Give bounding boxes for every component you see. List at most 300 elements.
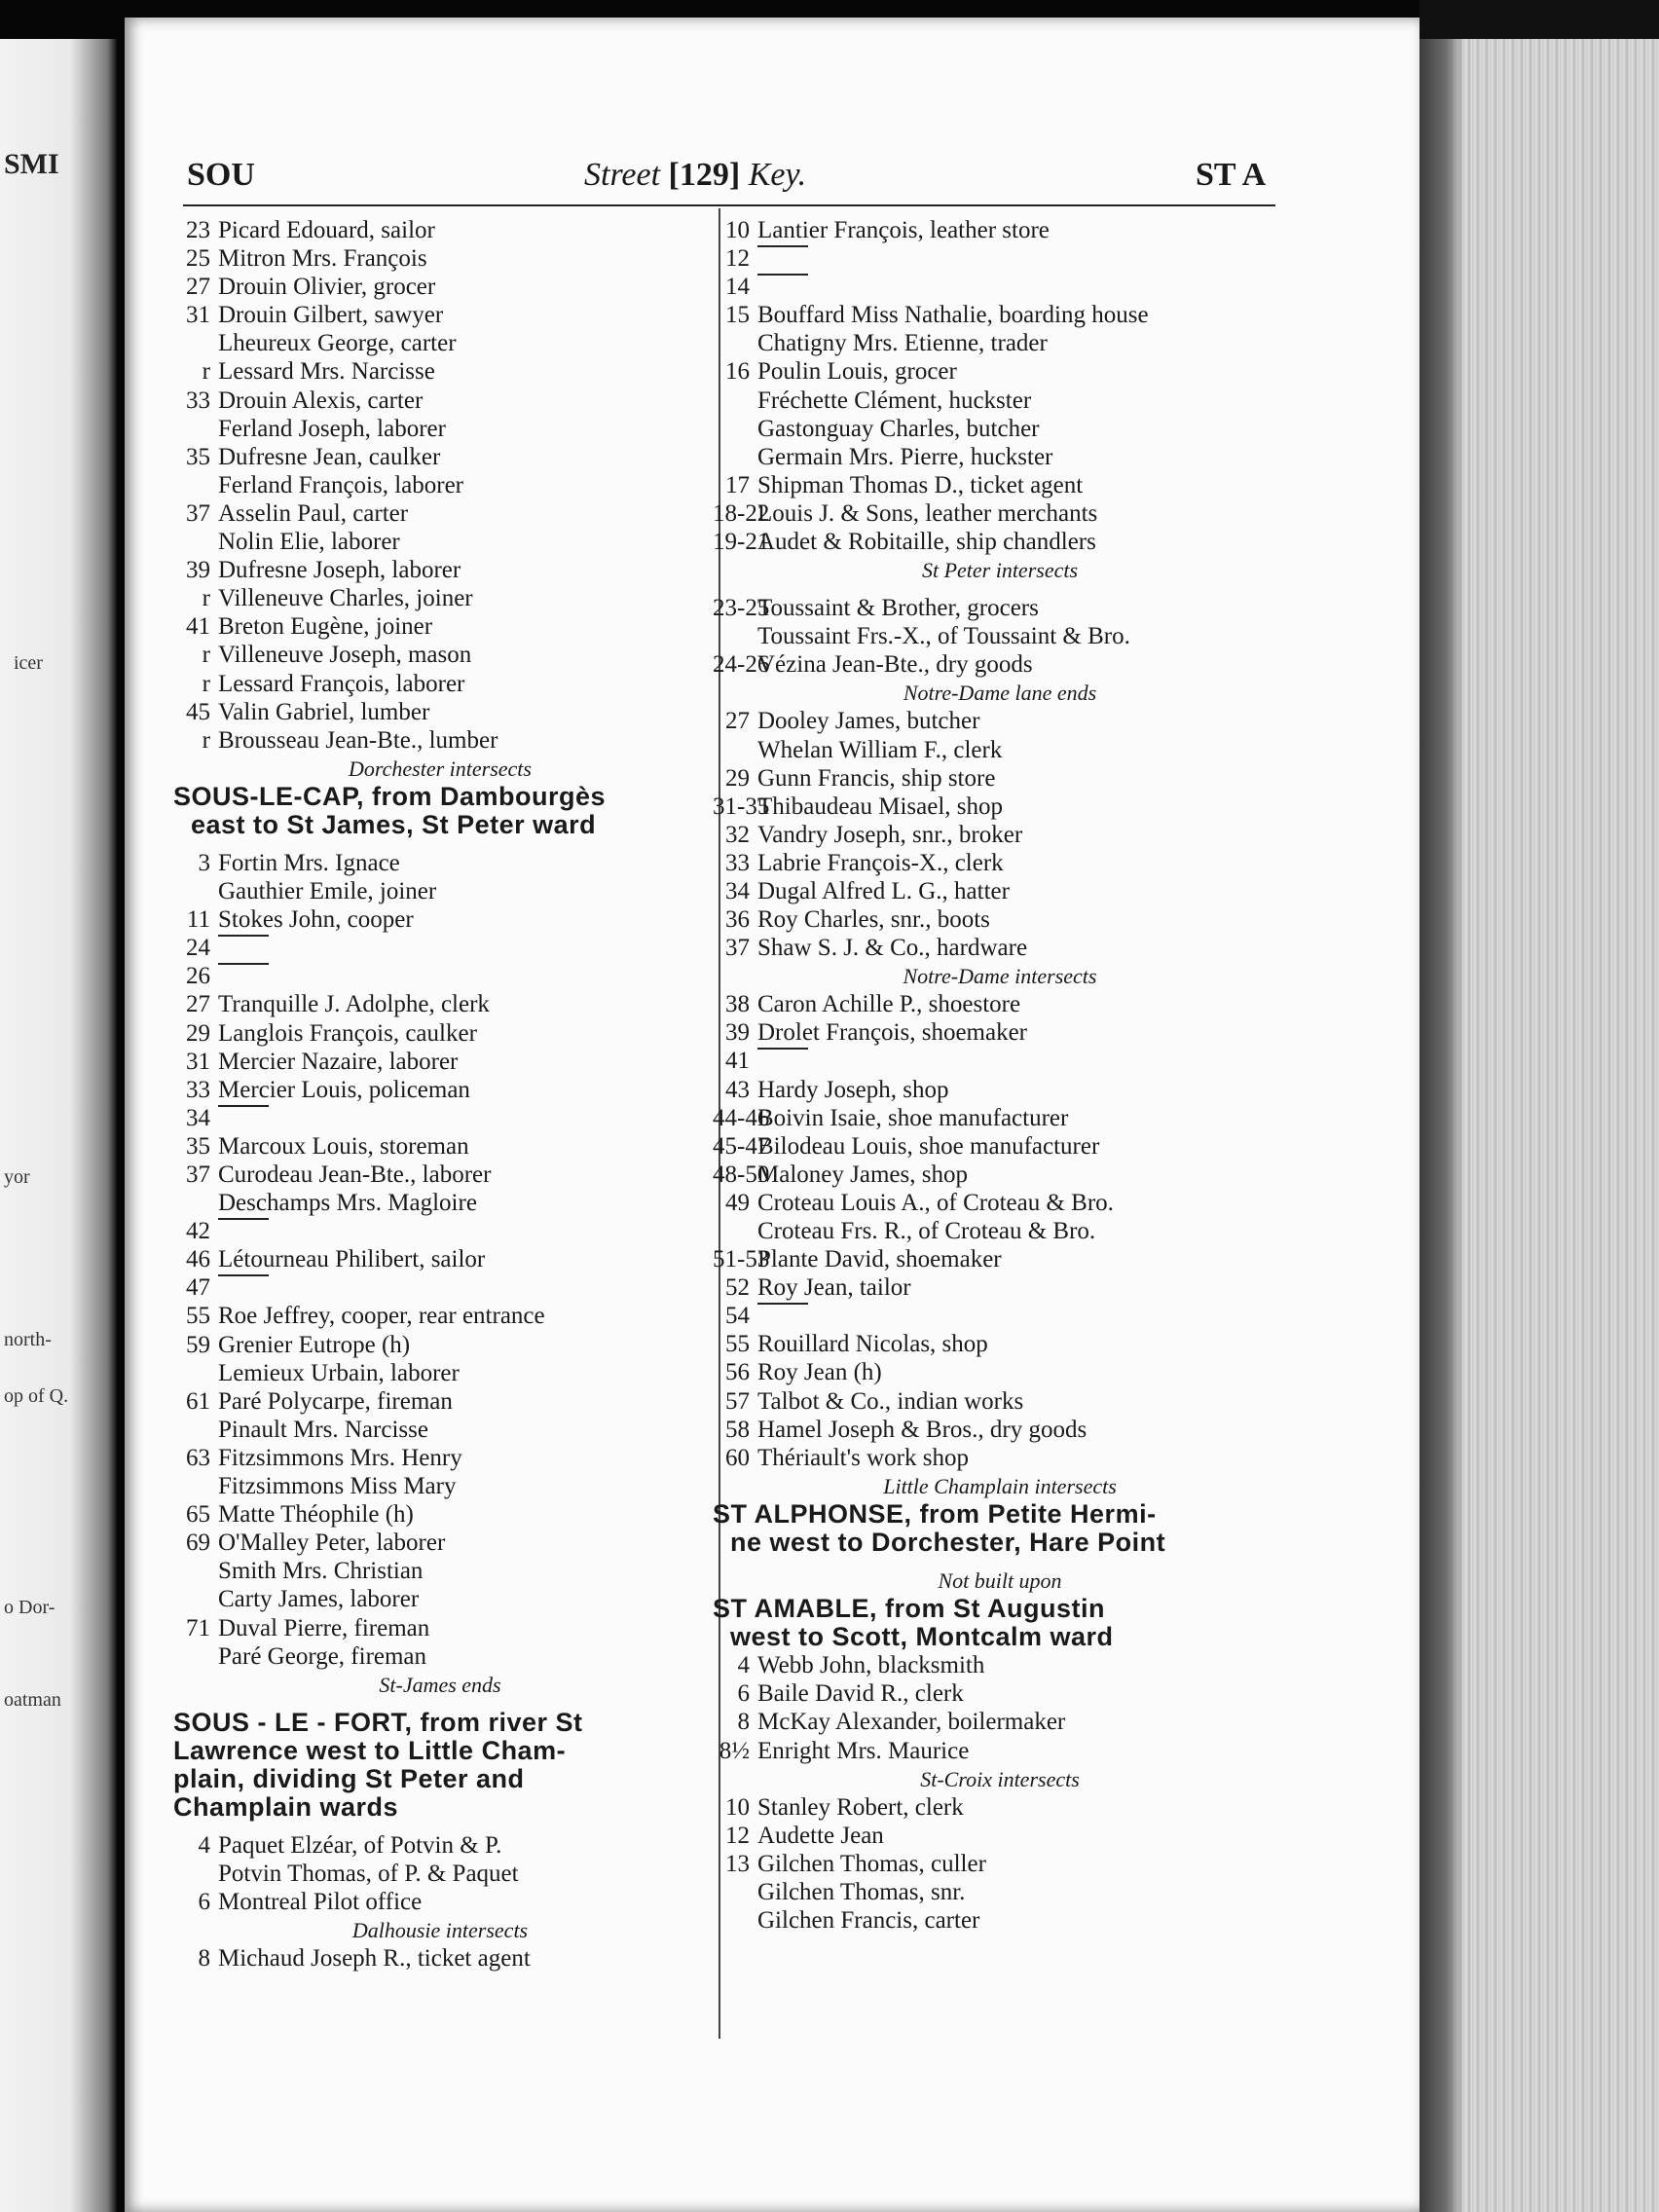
resident-name: Tranquille J. Adolphe, clerk	[218, 991, 490, 1018]
house-number: 6	[198, 1889, 210, 1916]
house-number: 39	[725, 1019, 750, 1047]
directory-entry	[713, 1047, 1287, 1075]
vacant-dash	[218, 935, 269, 962]
house-number: 33	[725, 849, 750, 876]
house-number: 12	[725, 245, 750, 273]
resident-name: Fitzsimmons Miss Mary	[218, 1473, 457, 1500]
resident-name: Michaud Joseph R., ticket agent	[218, 1945, 531, 1972]
house-number: r	[202, 670, 210, 697]
resident-name: Deschamps Mrs. Magloire	[218, 1190, 477, 1217]
resident-name: Villeneuve Joseph, mason	[218, 642, 472, 669]
directory-entry	[173, 1860, 707, 1888]
directory-entry	[173, 1642, 707, 1671]
directory-entry	[173, 1500, 707, 1529]
directory-entry	[713, 990, 1287, 1018]
house-number: 23	[186, 217, 210, 243]
directory-entry	[173, 1444, 707, 1472]
resident-name: Boivin Isaie, shoe manufacturer	[757, 1104, 1069, 1131]
directory-entry	[713, 1161, 1287, 1189]
vacant-dash	[757, 1303, 808, 1330]
street-heading: ST ALPHONSE, from Petite Hermi-	[713, 1498, 1157, 1529]
house-number: 60	[725, 1444, 750, 1471]
resident-name: Drouin Alexis, carter	[218, 387, 424, 414]
directory-entry	[173, 670, 707, 698]
vacant-dash	[757, 1048, 808, 1075]
prev-page-fragment: icer	[14, 652, 43, 674]
house-number: 24	[186, 935, 210, 962]
resident-name: Paquet Elzéar, of Potvin & P.	[218, 1832, 502, 1860]
house-number: 32	[725, 821, 750, 848]
cross-street-note: Notre-Dame lane ends	[903, 681, 1097, 706]
page-number: [129]	[668, 157, 741, 193]
directory-entry	[173, 698, 707, 726]
house-number: 43	[725, 1076, 750, 1103]
house-number: 10	[725, 1793, 750, 1821]
house-number: 16	[725, 358, 750, 386]
resident-name: Lessard François, laborer	[218, 670, 465, 697]
street-heading: SOUS - LE - FORT, from river St	[173, 1707, 583, 1737]
resident-name: Ferland Joseph, laborer	[218, 415, 446, 442]
resident-name: Lessard Mrs. Narcisse	[218, 358, 435, 386]
prev-page-fragment: yor	[4, 1166, 30, 1188]
house-number: 34	[725, 877, 750, 904]
resident-name: Villeneuve Charles, joiner	[218, 585, 473, 612]
directory-entry	[713, 1793, 1287, 1822]
header-left: SOU	[187, 157, 255, 193]
resident-name: Drolet François, shoemaker	[757, 1019, 1028, 1047]
resident-name: O'Malley Peter, laborer	[218, 1530, 446, 1557]
resident-name: Montreal Pilot office	[218, 1889, 423, 1916]
directory-entry	[173, 1888, 707, 1916]
resident-name: Shaw S. J. & Co., hardware	[757, 935, 1028, 962]
house-number: 8	[198, 1945, 210, 1972]
house-number: r	[202, 358, 210, 386]
directory-entry	[173, 443, 707, 471]
house-number: 65	[186, 1501, 210, 1529]
house-number: 33	[186, 1076, 210, 1103]
directory-entry	[173, 990, 707, 1018]
directory-entry	[173, 1245, 707, 1273]
directory-entry	[173, 726, 707, 755]
directory-entry	[173, 244, 707, 273]
house-number: 37	[186, 1161, 210, 1188]
right-column	[713, 216, 1287, 1935]
directory-entry	[173, 1472, 707, 1500]
vacant-dash	[218, 1274, 269, 1302]
directory-entry	[713, 499, 1287, 528]
resident-name: Bouffard Miss Nathalie, boarding house	[757, 302, 1149, 329]
resident-name: Thibaudeau Misael, shop	[757, 793, 1004, 820]
resident-name: Dufresne Jean, caulker	[218, 443, 441, 470]
directory-entry	[173, 415, 707, 443]
directory-entry	[173, 387, 707, 415]
directory-entry	[173, 1387, 707, 1416]
directory-entry	[713, 1878, 1287, 1906]
cross-street-note: St Peter intersects	[921, 558, 1079, 583]
directory-entry	[173, 877, 707, 905]
directory-entry	[713, 1387, 1287, 1416]
resident-name: Gilchen Thomas, culler	[757, 1850, 986, 1877]
resident-name: Dufresne Joseph, laborer	[218, 557, 461, 584]
house-number: r	[202, 642, 210, 669]
directory-entry	[713, 1217, 1287, 1245]
directory-entry	[173, 849, 707, 877]
resident-name: Gilchen Francis, carter	[757, 1906, 980, 1934]
house-number: 47	[186, 1274, 210, 1302]
directory-entry	[713, 1018, 1287, 1047]
resident-name: Audette Jean	[757, 1822, 884, 1849]
directory-entry	[713, 1708, 1287, 1736]
house-number: 12	[725, 1822, 750, 1849]
resident-name: Potvin Thomas, of P. & Paquet	[218, 1861, 519, 1888]
directory-entry	[713, 1737, 1287, 1765]
resident-name: Fortin Mrs. Ignace	[218, 849, 400, 876]
directory-entry	[173, 471, 707, 499]
house-number: 61	[186, 1387, 210, 1415]
directory-entry	[713, 1104, 1287, 1132]
directory-entry	[713, 622, 1287, 650]
house-number: 38	[725, 991, 750, 1018]
resident-name: Dooley James, butcher	[757, 708, 980, 735]
directory-entry	[173, 1557, 707, 1585]
resident-name: Fréchette Clément, huckster	[757, 387, 1032, 414]
house-number: 49	[725, 1189, 750, 1216]
resident-name: Mercier Louis, policeman	[218, 1076, 470, 1103]
resident-name: Ferland François, laborer	[218, 471, 464, 498]
resident-name: Dugal Alfred L. G., hatter	[757, 877, 1010, 904]
directory-entry	[173, 1273, 707, 1302]
street-heading: ne west to Dorchester, Hare Point	[730, 1527, 1166, 1557]
resident-name: Croteau Frs. R., of Croteau & Bro.	[757, 1218, 1096, 1244]
cross-street-note: Dalhousie intersects	[351, 1918, 529, 1943]
house-number: 15	[725, 302, 750, 329]
resident-name: Drouin Olivier, grocer	[218, 274, 436, 301]
header-rule	[183, 204, 1275, 206]
cross-street-note: Notre-Dame intersects	[903, 964, 1097, 989]
directory-entry	[173, 1585, 707, 1613]
directory-entry	[173, 1217, 707, 1245]
directory-entry	[173, 1944, 707, 1972]
resident-name: Lantier François, leather store	[757, 217, 1050, 243]
resident-name: Vézina Jean-Bte., dry goods	[757, 651, 1033, 679]
resident-name: Curodeau Jean-Bte., laborer	[218, 1161, 492, 1188]
street-heading: west to Scott, Montcalm ward	[730, 1622, 1114, 1652]
resident-name: Stokes John, cooper	[218, 906, 414, 934]
resident-name: Hardy Joseph, shop	[757, 1076, 949, 1103]
house-number: 31	[186, 302, 210, 329]
resident-name: Roe Jeffrey, cooper, rear entrance	[218, 1303, 545, 1330]
house-number: 55	[725, 1331, 750, 1358]
street-heading: Lawrence west to Little Cham-	[173, 1735, 567, 1765]
resident-name: Langlois François, caulker	[218, 1019, 477, 1047]
house-number: 36	[725, 906, 750, 934]
directory-entry	[713, 471, 1287, 499]
resident-name: Duval Pierre, fireman	[218, 1614, 430, 1641]
resident-name: Roy Charles, snr., boots	[757, 906, 990, 934]
house-number: 6	[737, 1680, 750, 1708]
resident-name: Marcoux Louis, storeman	[218, 1132, 469, 1160]
resident-name: Fitzsimmons Mrs. Henry	[218, 1444, 462, 1471]
resident-name: Picard Edouard, sailor	[218, 217, 435, 243]
directory-entry	[713, 1330, 1287, 1358]
house-number: 37	[725, 935, 750, 962]
house-number: 14	[725, 274, 750, 301]
resident-name: Baile David R., clerk	[757, 1680, 964, 1708]
house-number: 31-35	[713, 793, 770, 820]
cross-street-note: Little Champlain intersects	[883, 1473, 1117, 1498]
house-number: 48-50	[713, 1161, 770, 1188]
directory-entry	[713, 1850, 1287, 1878]
house-number: 10	[725, 217, 750, 243]
resident-name: Brousseau Jean-Bte., lumber	[218, 726, 498, 754]
directory-entry	[713, 244, 1287, 273]
prev-page-fragment: o Dor-	[4, 1597, 55, 1618]
directory-entry	[173, 1104, 707, 1132]
resident-name: Croteau Louis A., of Croteau & Bro.	[757, 1189, 1114, 1216]
directory-entry	[173, 216, 707, 244]
directory-entry	[713, 357, 1287, 386]
directory-entry	[173, 1161, 707, 1189]
directory-entry	[713, 905, 1287, 934]
house-number: 4	[198, 1832, 210, 1860]
resident-name: Grenier Eutrope (h)	[218, 1331, 411, 1358]
resident-name: Roy Jean, tailor	[757, 1274, 911, 1302]
directory-entry	[713, 216, 1287, 244]
street-heading: plain, dividing St Peter and	[173, 1763, 525, 1793]
house-number: 45-47	[713, 1132, 770, 1160]
house-number: 59	[186, 1331, 210, 1358]
street-heading: SOUS-LE-CAP, from Dambourgès	[173, 781, 607, 811]
book-page-edges	[1419, 0, 1659, 2212]
resident-name: Shipman Thomas D., ticket agent	[757, 471, 1084, 498]
house-number: 31	[186, 1048, 210, 1075]
directory-entry	[173, 584, 707, 612]
directory-entry	[173, 1416, 707, 1444]
house-number: 71	[186, 1614, 210, 1641]
resident-name: Valin Gabriel, lumber	[218, 698, 430, 725]
directory-entry	[173, 499, 707, 528]
cross-street-note: St-Croix intersects	[920, 1766, 1080, 1791]
house-number: 35	[186, 443, 210, 470]
resident-name: Toussaint & Brother, grocers	[757, 595, 1039, 622]
directory-entry	[713, 1358, 1287, 1386]
house-number: 8½	[719, 1737, 750, 1764]
left-column	[173, 216, 707, 1972]
resident-name: Maloney James, shop	[757, 1161, 968, 1188]
house-number: 58	[725, 1416, 750, 1443]
directory-entry	[713, 1189, 1287, 1217]
directory-entry	[713, 387, 1287, 415]
directory-entry	[173, 962, 707, 990]
house-number: 42	[186, 1218, 210, 1245]
directory-entry	[713, 594, 1287, 622]
resident-name: Caron Achille P., shoestore	[757, 991, 1021, 1018]
directory-entry	[713, 736, 1287, 764]
street-heading: east to St James, St Peter ward	[191, 809, 597, 839]
directory-entry	[173, 528, 707, 556]
header-center-after: Key.	[740, 157, 807, 193]
cross-street-note: Not built upon	[938, 1568, 1062, 1594]
vacant-dash	[218, 1105, 269, 1132]
directory-entry	[713, 415, 1287, 443]
directory-entry	[173, 329, 707, 357]
directory-entry	[713, 764, 1287, 793]
resident-name: Audet & Robitaille, ship chandlers	[757, 529, 1096, 556]
spacer	[173, 839, 707, 849]
prev-page-fragment: north-	[4, 1329, 52, 1350]
house-number: 24-26	[713, 651, 770, 679]
previous-page-edge	[0, 39, 117, 2212]
house-number: 51-53	[713, 1246, 770, 1273]
directory-entry	[713, 273, 1287, 301]
resident-name: Paré Polycarpe, fireman	[218, 1387, 453, 1415]
house-number: 39	[186, 557, 210, 584]
directory-entry	[713, 849, 1287, 877]
resident-name: Drouin Gilbert, sawyer	[218, 302, 444, 329]
house-number: 44-46	[713, 1104, 770, 1131]
house-number: 56	[725, 1359, 750, 1386]
directory-entry	[713, 443, 1287, 471]
resident-name: McKay Alexander, boilermaker	[757, 1709, 1066, 1736]
spacer	[173, 1822, 707, 1831]
resident-name: Toussaint Frs.-X., of Toussaint & Bro.	[757, 623, 1130, 650]
resident-name: Paré George, fireman	[218, 1642, 427, 1670]
house-number: 29	[725, 764, 750, 792]
street-heading: ST AMABLE, from St Augustin	[713, 1594, 1105, 1624]
house-number: 29	[186, 1019, 210, 1047]
vacant-dash	[757, 245, 808, 273]
directory-entry	[713, 821, 1287, 849]
resident-name: Carty James, laborer	[218, 1586, 420, 1613]
directory-entry	[173, 273, 707, 301]
resident-name: Gunn Francis, ship store	[757, 764, 996, 792]
directory-entry	[173, 1048, 707, 1076]
house-number: 3	[198, 849, 210, 876]
prev-page-fragment: oatman	[4, 1689, 61, 1711]
directory-entry	[713, 1245, 1287, 1273]
directory-entry	[173, 1076, 707, 1104]
house-number: 69	[186, 1530, 210, 1557]
house-number: 33	[186, 387, 210, 414]
house-number: 18-22	[713, 499, 770, 527]
directory-entry	[173, 1359, 707, 1387]
house-number: 23-25	[713, 595, 770, 622]
directory-entry	[173, 1132, 707, 1161]
directory-entry	[713, 1651, 1287, 1679]
directory-entry	[713, 1132, 1287, 1161]
house-number: 46	[186, 1246, 210, 1273]
directory-entry	[713, 877, 1287, 905]
house-number: 41	[186, 613, 210, 641]
resident-name: Plante David, shoemaker	[757, 1246, 1002, 1273]
directory-entry	[173, 934, 707, 962]
prev-page-fragment: op of Q.	[4, 1385, 69, 1407]
resident-name: Bilodeau Louis, shoe manufacturer	[757, 1132, 1100, 1160]
house-number: 55	[186, 1303, 210, 1330]
house-number: 41	[725, 1048, 750, 1075]
resident-name: Labrie François-X., clerk	[757, 849, 1004, 876]
resident-name: Hamel Joseph & Bros., dry goods	[757, 1416, 1088, 1443]
resident-name: Germain Mrs. Pierre, huckster	[757, 443, 1053, 470]
directory-entry	[713, 1273, 1287, 1302]
resident-name: Lheureux George, carter	[218, 330, 457, 357]
resident-name: Pinault Mrs. Narcisse	[218, 1416, 428, 1443]
resident-name: Rouillard Nicolas, shop	[757, 1331, 988, 1358]
directory-entry	[713, 1822, 1287, 1850]
directory-entry	[713, 934, 1287, 962]
house-number: 34	[186, 1104, 210, 1131]
spacer	[713, 1557, 1287, 1567]
house-number: 4	[737, 1652, 750, 1679]
directory-entry	[713, 1444, 1287, 1472]
resident-name: Poulin Louis, grocer	[757, 358, 957, 386]
directory-entry	[173, 1529, 707, 1557]
resident-name: Roy Jean (h)	[757, 1359, 882, 1386]
resident-name: Lemieux Urbain, laborer	[218, 1359, 460, 1386]
header-center-before: Street	[584, 157, 669, 193]
street-heading: Champlain wards	[173, 1791, 399, 1822]
resident-name: Thériault's work shop	[757, 1444, 969, 1471]
house-number: r	[202, 585, 210, 612]
cross-street-note: St-James ends	[379, 1672, 501, 1697]
prev-page-fragment: SMI	[4, 148, 59, 180]
resident-name: Chatigny Mrs. Etienne, trader	[757, 330, 1048, 357]
resident-name: Webb John, blacksmith	[757, 1652, 985, 1679]
directory-entry	[713, 329, 1287, 357]
directory-entry	[173, 357, 707, 386]
directory-entry	[173, 1019, 707, 1048]
house-number: 17	[725, 471, 750, 498]
house-number: 13	[725, 1850, 750, 1877]
directory-entry	[173, 1614, 707, 1642]
resident-name: Smith Mrs. Christian	[218, 1558, 424, 1585]
house-number: 45	[186, 698, 210, 725]
directory-entry	[173, 905, 707, 934]
house-number: 52	[725, 1274, 750, 1302]
resident-name: Louis J. & Sons, leather merchants	[757, 499, 1098, 527]
vacant-dash	[218, 1218, 269, 1245]
resident-name: Whelan William F., clerk	[757, 736, 1003, 763]
directory-entry	[173, 1831, 707, 1860]
directory-entry	[173, 641, 707, 669]
directory-entry	[713, 707, 1287, 735]
house-number: 8	[737, 1709, 750, 1736]
resident-name: Gastonguay Charles, butcher	[757, 415, 1040, 442]
top-dark-band	[1419, 0, 1659, 39]
vacant-dash	[218, 963, 269, 990]
directory-entry	[713, 1679, 1287, 1708]
house-number: 35	[186, 1132, 210, 1160]
header-right: ST A	[1196, 157, 1267, 193]
house-number: 54	[725, 1303, 750, 1330]
house-number: 27	[725, 708, 750, 735]
directory-entry	[173, 301, 707, 329]
directory-entry	[713, 1906, 1287, 1935]
house-number: 11	[186, 906, 210, 934]
house-number: 26	[186, 963, 210, 990]
resident-name: Gilchen Thomas, snr.	[757, 1878, 966, 1905]
header-center	[584, 156, 806, 195]
resident-name: Mercier Nazaire, laborer	[218, 1048, 459, 1075]
spacer	[713, 584, 1287, 594]
directory-entry	[713, 1302, 1287, 1330]
resident-name: Breton Eugène, joiner	[218, 613, 433, 641]
directory-entry	[713, 528, 1287, 556]
directory-entry	[713, 1416, 1287, 1444]
house-number: 27	[186, 274, 210, 301]
resident-name: Mitron Mrs. François	[218, 245, 427, 273]
house-number: 27	[186, 991, 210, 1018]
